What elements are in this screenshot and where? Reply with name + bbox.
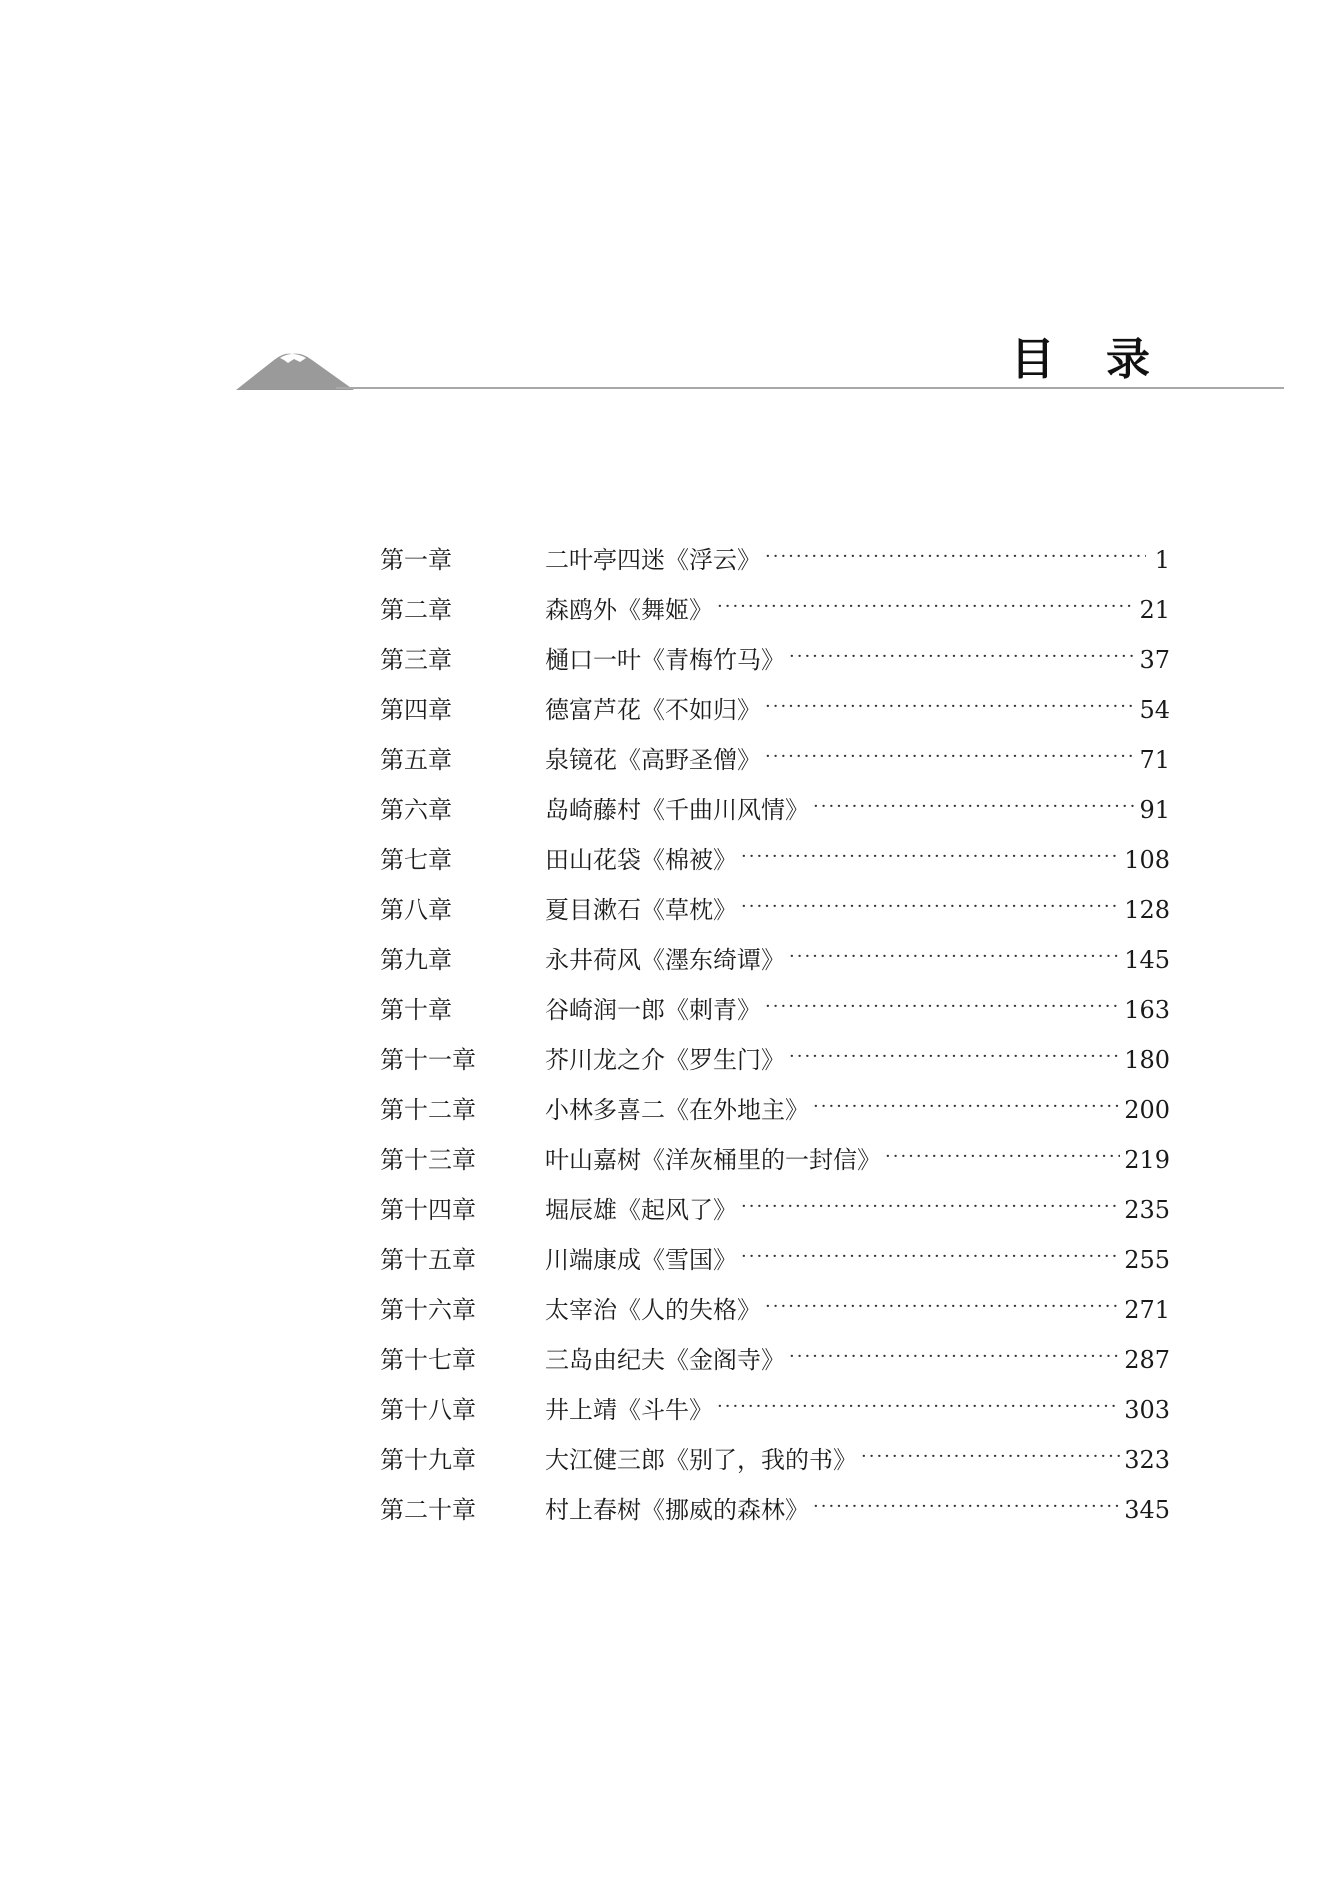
page-number: 91: [1139, 796, 1170, 824]
dot-leader: [741, 1232, 1120, 1282]
dot-leader: [717, 582, 1135, 632]
dot-leader: [885, 1132, 1120, 1182]
page-number: 180: [1124, 1046, 1170, 1074]
chapter-label: 第三章: [380, 646, 452, 674]
entry-title: 叶山嘉树《洋灰桶里的一封信》: [545, 1146, 881, 1174]
page-number: 37: [1139, 646, 1170, 674]
dot-leader: [741, 1182, 1120, 1232]
toc-entry[interactable]: [380, 935, 1170, 985]
toc-entry[interactable]: [380, 785, 1170, 835]
dot-leader: [765, 532, 1146, 582]
entry-title: 泉镜花《高野圣僧》: [545, 746, 761, 774]
toc-entry[interactable]: [380, 835, 1170, 885]
entry-title: 樋口一叶《青梅竹马》: [545, 646, 785, 674]
page-number: 128: [1124, 896, 1170, 924]
chapter-label: 第十五章: [380, 1246, 476, 1274]
mountain-icon: [236, 350, 354, 390]
page-number: 345: [1124, 1496, 1170, 1524]
dot-leader: [765, 732, 1135, 782]
page-number: 271: [1124, 1296, 1170, 1324]
toc-entry[interactable]: [380, 1135, 1170, 1185]
toc-entry[interactable]: [380, 1435, 1170, 1485]
page-number: 219: [1124, 1146, 1170, 1174]
entry-title: 小林多喜二《在外地主》: [545, 1096, 809, 1124]
chapter-label: 第十三章: [380, 1146, 476, 1174]
dot-leader: [741, 832, 1120, 882]
chapter-label: 第十八章: [380, 1396, 476, 1424]
toc-entry[interactable]: [380, 635, 1170, 685]
entry-title: 岛崎藤村《千曲川风情》: [545, 796, 809, 824]
dot-leader: [813, 1082, 1120, 1132]
toc-entry[interactable]: [380, 685, 1170, 735]
page-number: 323: [1124, 1446, 1170, 1474]
toc-entry[interactable]: [380, 1085, 1170, 1135]
entry-title: 夏目漱石《草枕》: [545, 896, 737, 924]
page-number: 163: [1124, 996, 1170, 1024]
chapter-label: 第二十章: [380, 1496, 476, 1524]
dot-leader: [765, 682, 1135, 732]
page-number: 71: [1139, 746, 1170, 774]
dot-leader: [789, 1332, 1120, 1382]
page-number: 54: [1139, 696, 1170, 724]
chapter-label: 第九章: [380, 946, 452, 974]
toc-entry[interactable]: [380, 1235, 1170, 1285]
dot-leader: [741, 882, 1120, 932]
entry-title: 川端康成《雪国》: [545, 1246, 737, 1274]
chapter-label: 第十四章: [380, 1196, 476, 1224]
chapter-label: 第十九章: [380, 1446, 476, 1474]
chapter-label: 第五章: [380, 746, 452, 774]
chapter-label: 第十七章: [380, 1346, 476, 1374]
chapter-label: 第十六章: [380, 1296, 476, 1324]
page-number: 1: [1154, 546, 1170, 574]
entry-title: 谷崎润一郎《刺青》: [545, 996, 761, 1024]
page-number: 108: [1124, 846, 1170, 874]
table-of-contents: [380, 535, 1170, 1535]
entry-title: 森鸥外《舞姬》: [545, 596, 713, 624]
chapter-label: 第十一章: [380, 1046, 476, 1074]
toc-entry[interactable]: [380, 885, 1170, 935]
chapter-label: 第八章: [380, 896, 452, 924]
entry-title: 三岛由纪夫《金阁寺》: [545, 1346, 785, 1374]
entry-title: 村上春树《挪威的森林》: [545, 1496, 809, 1524]
entry-title: 堀辰雄《起风了》: [545, 1196, 737, 1224]
toc-entry[interactable]: [380, 1385, 1170, 1435]
chapter-label: 第一章: [380, 546, 452, 574]
dot-leader: [861, 1432, 1120, 1482]
dot-leader: [717, 1382, 1120, 1432]
dot-leader: [789, 632, 1135, 682]
page-number: 235: [1124, 1196, 1170, 1224]
dot-leader: [765, 982, 1120, 1032]
dot-leader: [765, 1282, 1120, 1332]
page-title: 目 录: [1010, 334, 1168, 385]
page-number: 287: [1124, 1346, 1170, 1374]
page-number: 255: [1124, 1246, 1170, 1274]
dot-leader: [789, 932, 1120, 982]
entry-title: 井上靖《斗牛》: [545, 1396, 713, 1424]
chapter-label: 第二章: [380, 596, 452, 624]
dot-leader: [789, 1032, 1120, 1082]
chapter-label: 第四章: [380, 696, 452, 724]
toc-entry[interactable]: [380, 1035, 1170, 1085]
dot-leader: [813, 782, 1135, 832]
page-number: 21: [1139, 596, 1170, 624]
entry-title: 太宰治《人的失格》: [545, 1296, 761, 1324]
toc-entry[interactable]: [380, 1285, 1170, 1335]
chapter-label: 第十二章: [380, 1096, 476, 1124]
page-number: 200: [1124, 1096, 1170, 1124]
entry-title: 德富芦花《不如归》: [545, 696, 761, 724]
toc-entry[interactable]: [380, 735, 1170, 785]
dot-leader: [813, 1482, 1120, 1532]
page-number: 145: [1124, 946, 1170, 974]
toc-entry[interactable]: [380, 1185, 1170, 1235]
entry-title: 芥川龙之介《罗生门》: [545, 1046, 785, 1074]
entry-title: 二叶亭四迷《浮云》: [545, 546, 761, 574]
page-number: 303: [1124, 1396, 1170, 1424]
toc-entry[interactable]: [380, 585, 1170, 635]
toc-entry[interactable]: [380, 535, 1170, 585]
entry-title: 大江健三郎《别了，我的书》: [545, 1446, 857, 1474]
entry-title: 田山花袋《棉被》: [545, 846, 737, 874]
toc-entry[interactable]: [380, 985, 1170, 1035]
toc-entry[interactable]: [380, 1485, 1170, 1535]
toc-entry[interactable]: [380, 1335, 1170, 1385]
chapter-label: 第六章: [380, 796, 452, 824]
chapter-label: 第十章: [380, 996, 452, 1024]
chapter-label: 第七章: [380, 846, 452, 874]
toc-header: [236, 330, 1168, 400]
entry-title: 永井荷风《濹东绮谭》: [545, 946, 785, 974]
